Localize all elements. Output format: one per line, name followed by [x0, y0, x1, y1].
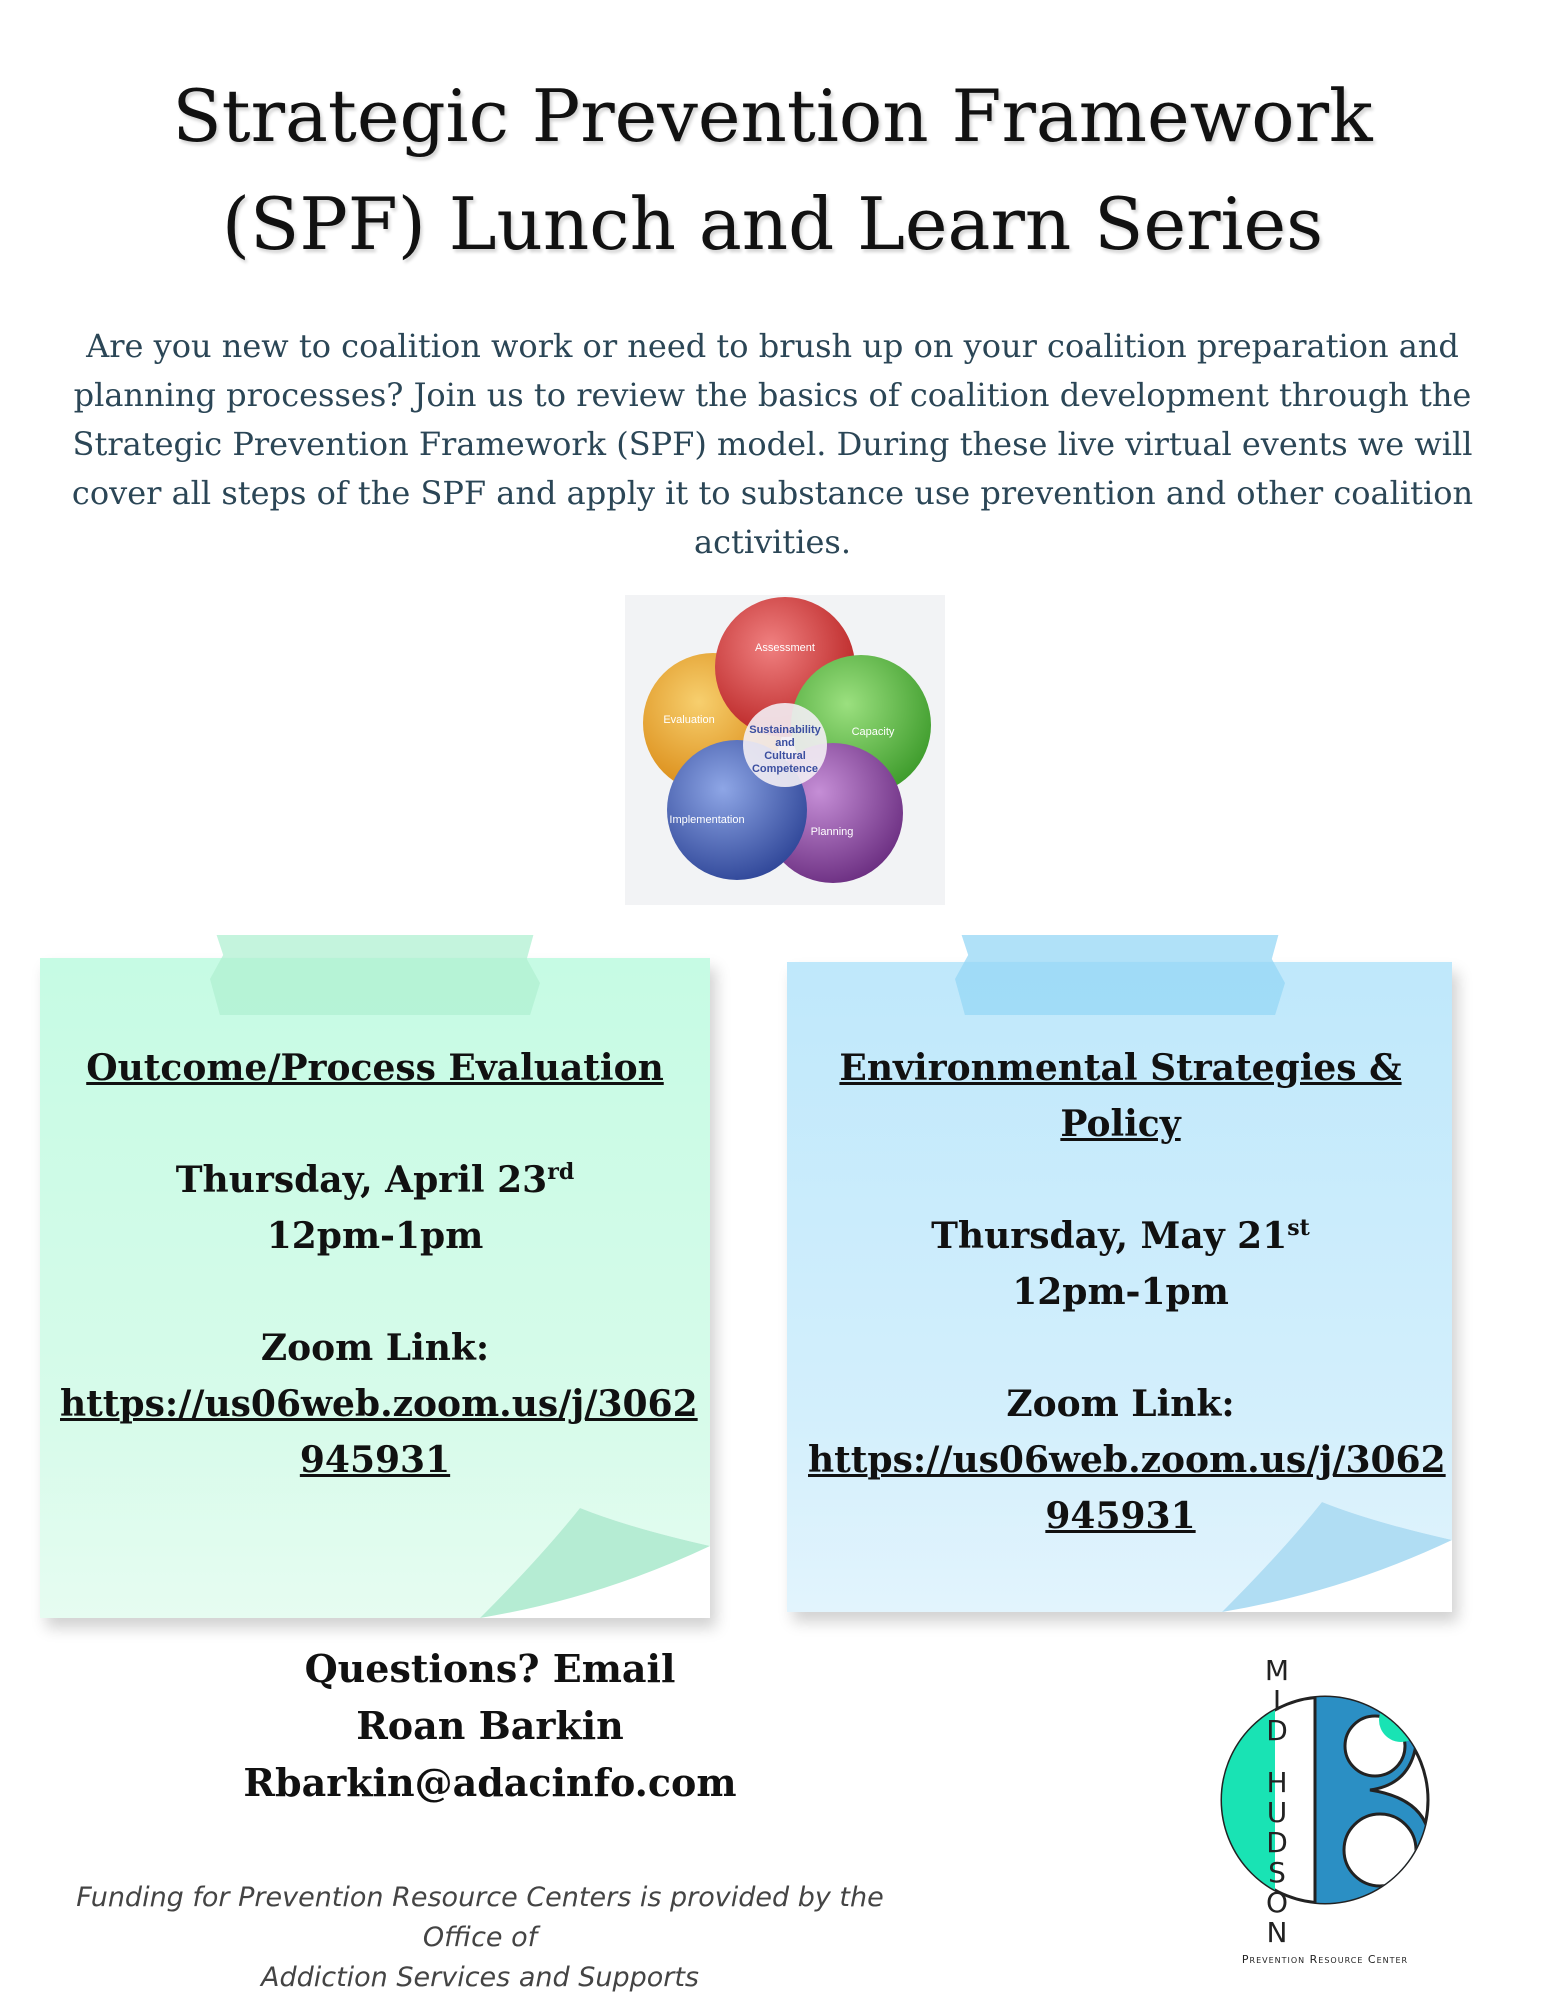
- session2-zoom-link-line-1[interactable]: https://us06web.zoom.us/j/3062: [808, 1439, 1446, 1481]
- intro-paragraph: Are you new to coalition work or need to brush up on your coalition preparation and planning processes? Join us to review the basics of coalition development through the Strategic Prevention Framework (SPF) model. During these live virtual events we will cover all steps of the SPF and apply it to substance use prevention and other coalition activities.: [71, 327, 1474, 561]
- session2-tape: [955, 935, 1285, 1015]
- step-capacity: Capacity: [851, 726, 895, 738]
- session1-zoom-label: Zoom Link:: [260, 1327, 490, 1369]
- center-line-2: and: [775, 737, 795, 749]
- logo-letter-i: I: [1272, 1684, 1282, 1717]
- logo-letter-n: N: [1266, 1916, 1288, 1949]
- session1-details: [60, 1040, 698, 1488]
- logo-letter-m: M: [1264, 1654, 1290, 1687]
- session2-zoom-link-line-2[interactable]: 945931: [1045, 1495, 1196, 1537]
- funding-line-1: Funding for Prevention Resource Centers is provided by the Office of: [76, 1882, 884, 1953]
- session1-tape: [210, 935, 540, 1015]
- page-title: [0, 62, 1545, 278]
- logo-letter-s: S: [1268, 1856, 1286, 1889]
- session1-title: Outcome/Process Evaluation: [86, 1047, 664, 1089]
- step-assessment: Assessment: [755, 642, 815, 654]
- logo-letter-o: O: [1265, 1886, 1289, 1919]
- session1-zoom-link-line-2[interactable]: 945931: [299, 1439, 451, 1481]
- logo-letter-u: U: [1266, 1796, 1288, 1829]
- title-line-1: Strategic Prevention Framework: [172, 74, 1373, 158]
- session2-details: [808, 1040, 1446, 1544]
- mid-hudson-logo: [1195, 1650, 1455, 1970]
- session1-date-suffix: rd: [547, 1159, 575, 1185]
- session1-zoom-link[interactable]: [60, 1376, 698, 1488]
- session2-date-suffix: st: [1287, 1215, 1310, 1241]
- session1-zoom-link-line-1[interactable]: https://us06web.zoom.us/j/3062: [60, 1383, 698, 1425]
- center-line-4: Competence: [751, 763, 819, 775]
- session2-time: 12pm-1pm: [1012, 1271, 1229, 1313]
- logo-letter-d2: D: [1266, 1826, 1288, 1859]
- session2-date: Thursday, May 21: [931, 1215, 1288, 1257]
- step-implementation: Implementation: [669, 814, 745, 826]
- contact-line-1: Questions? Email: [304, 1646, 676, 1691]
- contact-email[interactable]: Rbarkin@adacinfo.com: [243, 1760, 737, 1805]
- session2-date-row: [808, 1208, 1433, 1264]
- step-planning: Planning: [810, 826, 854, 838]
- logo-letter-d: D: [1266, 1714, 1288, 1747]
- funding-note: [50, 1878, 910, 1998]
- session2-title-line-1: Environmental Strategies &: [839, 1047, 1402, 1089]
- session2-title-line-2: Policy: [1060, 1103, 1181, 1145]
- contact-block: [230, 1640, 750, 1811]
- spf-cycle-graphic: [625, 595, 945, 905]
- spf-diagram: [625, 595, 945, 905]
- logo-letter-h: H: [1266, 1766, 1288, 1799]
- center-line-3: Cultural: [764, 750, 806, 762]
- contact-name: Roan Barkin: [356, 1703, 624, 1748]
- step-evaluation: Evaluation: [663, 714, 715, 726]
- session2-zoom-label: Zoom Link:: [1006, 1383, 1235, 1425]
- logo-b-bottom-bowl: [1344, 1814, 1416, 1886]
- funding-line-2: Addiction Services and Supports: [260, 1962, 699, 1993]
- session1-time: 12pm-1pm: [266, 1215, 484, 1257]
- center-line-1: Sustainability: [749, 724, 821, 736]
- session1-date: Thursday, April 23: [175, 1159, 548, 1201]
- title-line-2: (SPF) Lunch and Learn Series: [221, 182, 1324, 266]
- logo-caption: Prevention Resource Center: [1241, 1953, 1409, 1966]
- session1-date-row: [60, 1152, 690, 1208]
- session1-page-curl: [480, 1488, 710, 1618]
- session2-zoom-link[interactable]: [808, 1432, 1446, 1544]
- logo-teal-dot: [1379, 1698, 1423, 1742]
